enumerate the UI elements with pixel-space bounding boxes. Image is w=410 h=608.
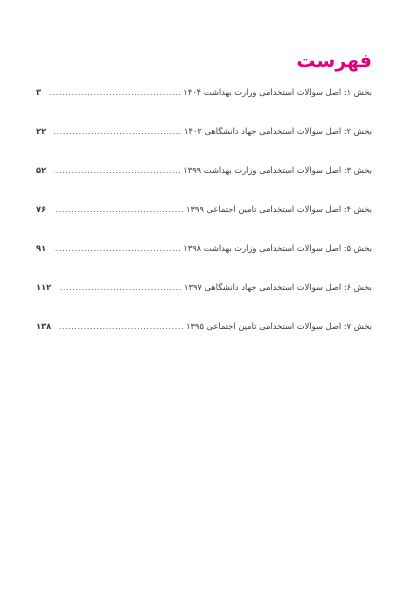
toc-entry-page: ۷۶ xyxy=(36,204,47,214)
toc-entry-label: بخش ۶: اصل سوالات استخدامی جهاد دانشگاهی ۱۳۹۷ xyxy=(184,282,372,292)
dot-leader xyxy=(54,127,182,135)
toc-entry-label: بخش ۳: اصل سوالات استخدامی وزارت بهداشت ۱۳۹۹ xyxy=(183,165,372,175)
dot-leader xyxy=(49,88,181,96)
toc-entry-label: بخش ۷: اصل سوالات استخدامی تامین اجتماعی ۱۳۹۵ xyxy=(186,321,372,331)
toc-entry[interactable] xyxy=(36,88,372,127)
dot-leader xyxy=(59,322,184,330)
toc-title: فهرست xyxy=(296,50,372,72)
toc-list xyxy=(36,88,372,361)
toc-entry-label: بخش ۴: اصل سوالات استخدامی تامین اجتماعی ۱۳۹۹ xyxy=(186,204,372,214)
toc-entry-page: ۹۱ xyxy=(36,243,47,253)
toc-entry[interactable] xyxy=(36,322,372,361)
toc-entry[interactable] xyxy=(36,127,372,166)
toc-entry-label: بخش ۱: اصل سوالات استخدامی وزارت بهداشت ۱۴۰۴ xyxy=(183,87,372,97)
toc-entry-label: بخش ۲: اصل سوالات استخدامی جهاد دانشگاهی ۱۴۰۲ xyxy=(184,126,372,136)
toc-entry-page: ۲۲ xyxy=(36,126,47,136)
toc-entry[interactable] xyxy=(36,166,372,205)
dot-leader xyxy=(59,283,182,291)
toc-entry-page: ۱۳۸ xyxy=(36,321,52,331)
toc-entry[interactable] xyxy=(36,283,372,322)
dot-leader xyxy=(54,166,181,174)
toc-entry-page: ۱۱۲ xyxy=(36,282,52,292)
dot-leader xyxy=(54,244,181,252)
dot-leader xyxy=(54,205,184,213)
toc-entry[interactable] xyxy=(36,244,372,283)
toc-entry-page: ۵۲ xyxy=(36,165,47,175)
toc-entry-page: ۳ xyxy=(36,87,42,97)
toc-entry[interactable] xyxy=(36,205,372,244)
toc-entry-label: بخش ۵: اصل سوالات استخدامی وزارت بهداشت ۱۳۹۸ xyxy=(183,243,372,253)
